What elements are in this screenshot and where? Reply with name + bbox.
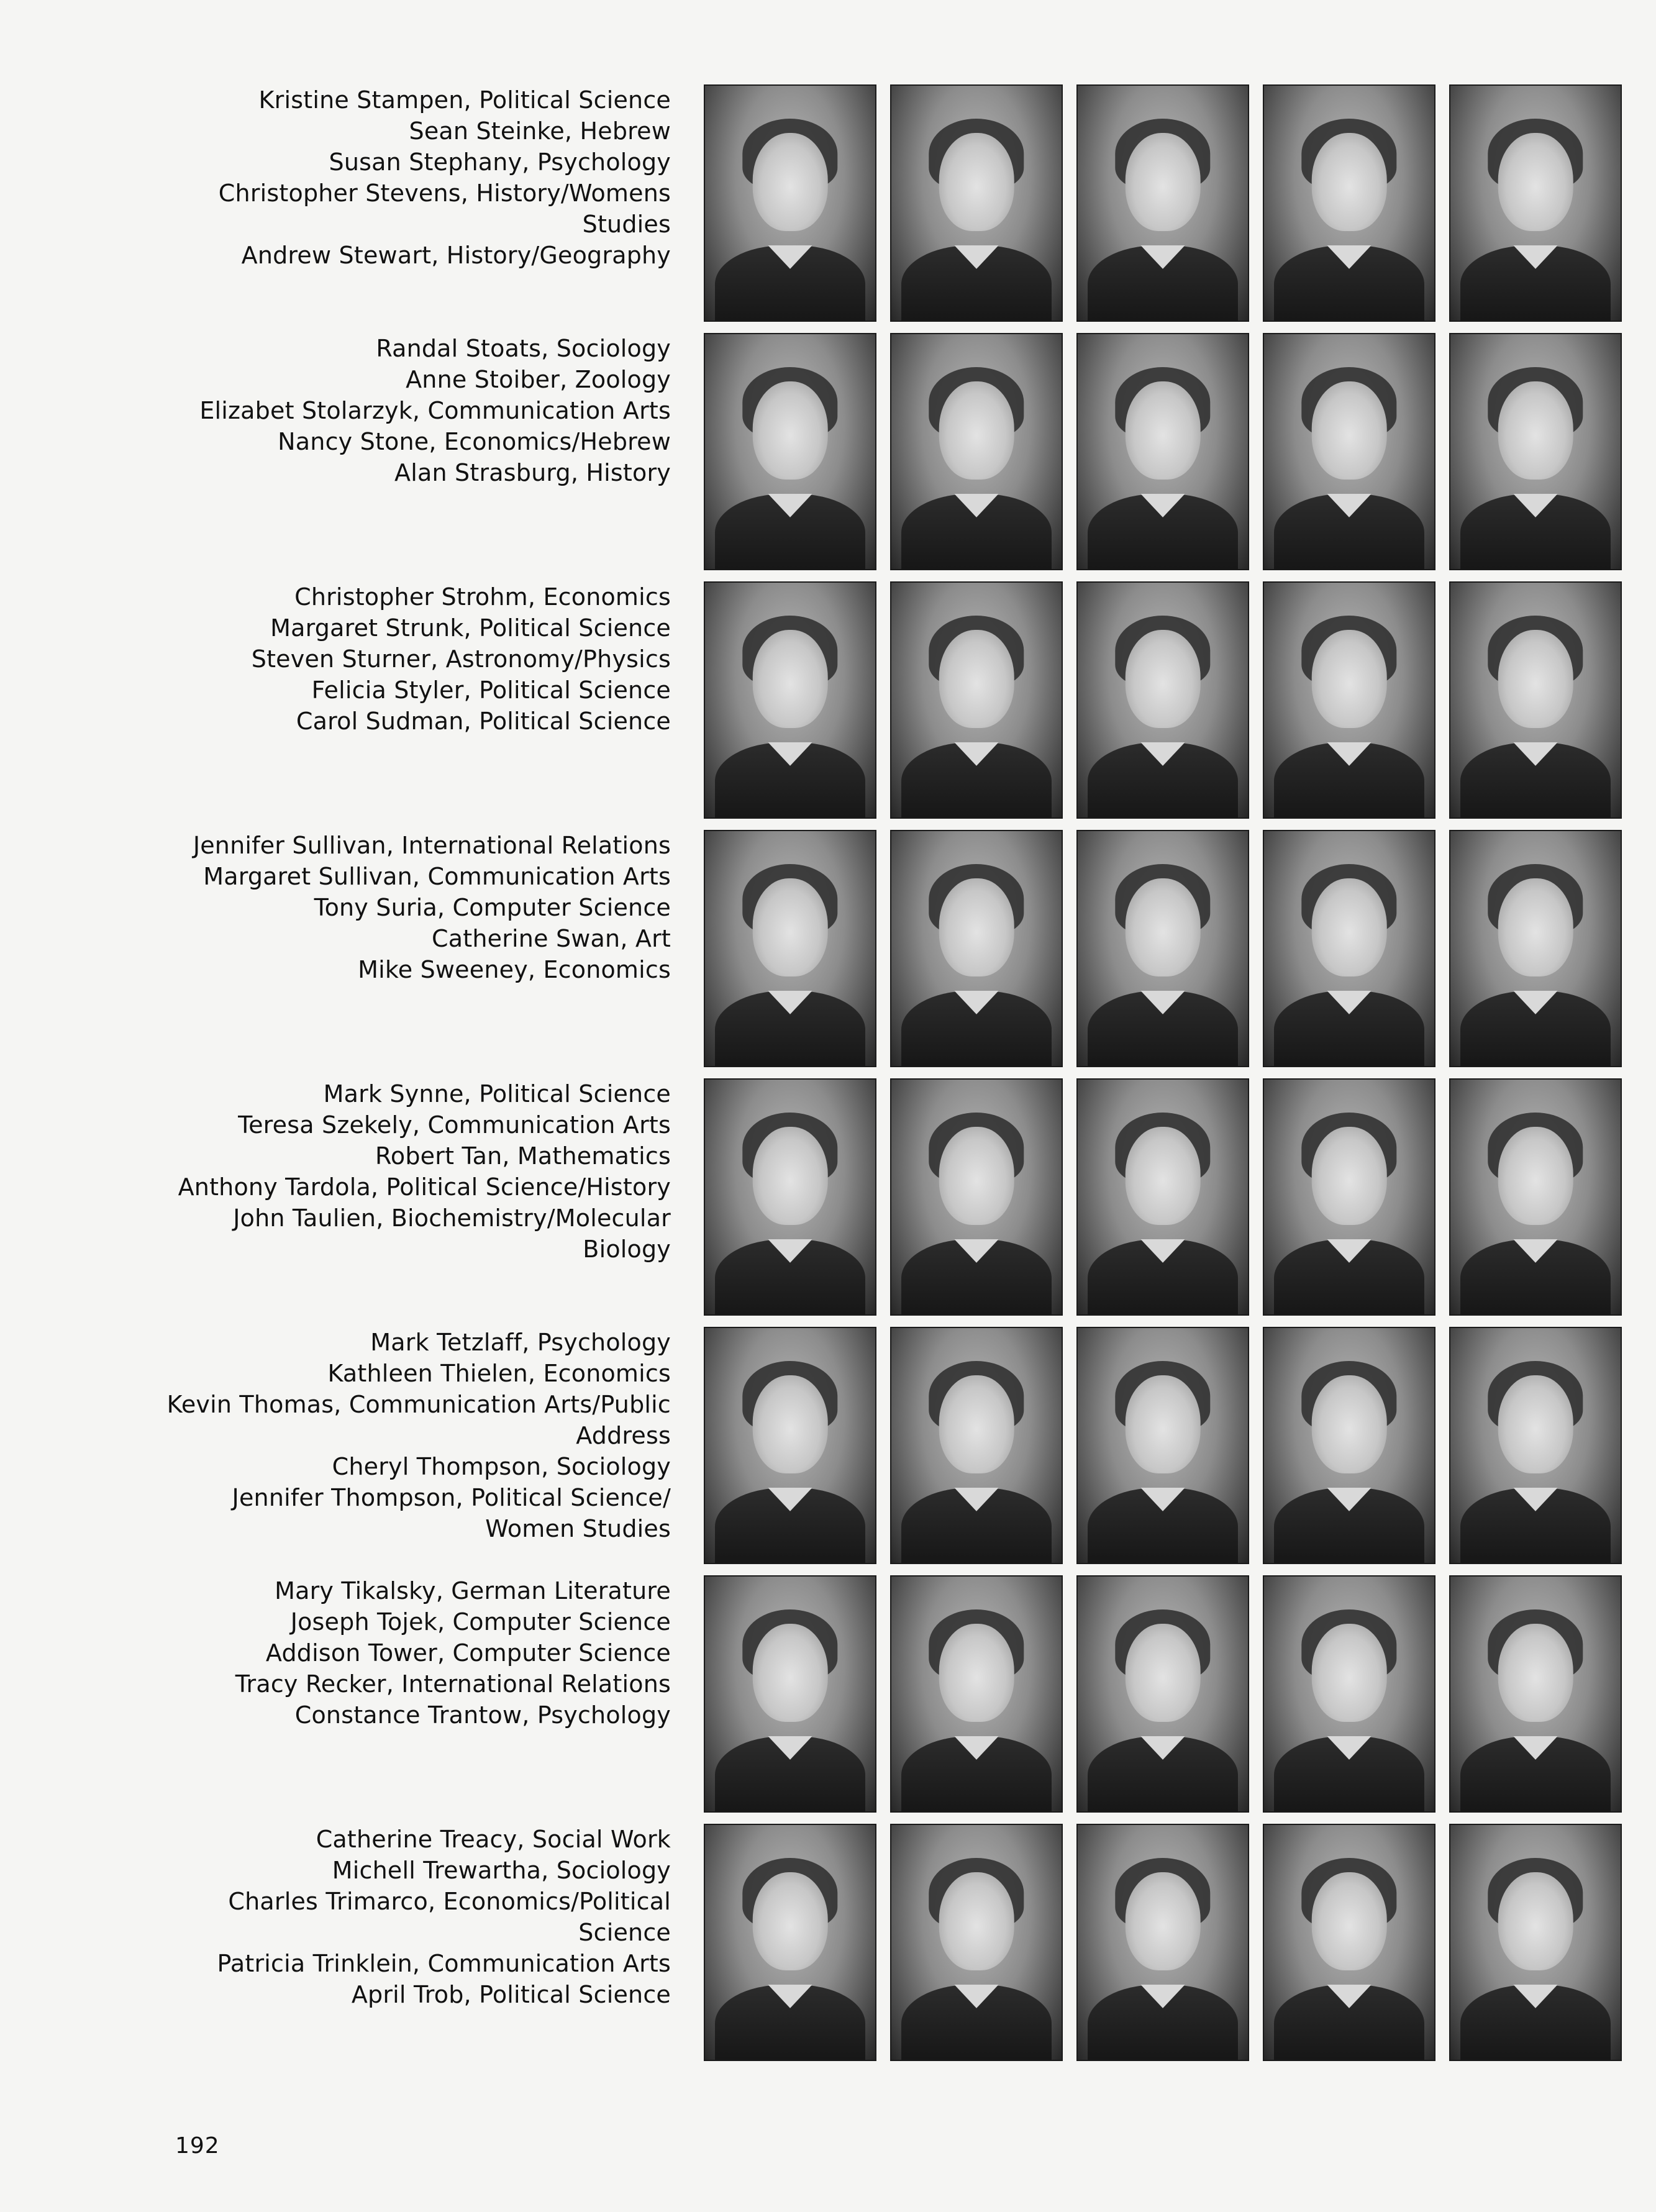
student-portrait	[1449, 1327, 1622, 1564]
student-portrait	[704, 1078, 876, 1316]
caption-line: Tracy Recker, International Relations	[235, 1670, 671, 1698]
row-captions	[124, 1078, 671, 1265]
student-portrait	[704, 333, 876, 570]
student-portrait	[704, 1327, 876, 1564]
student-portrait	[1076, 830, 1249, 1067]
student-portrait	[1449, 1824, 1622, 2061]
caption-line: Mike Sweeney, Economics	[358, 956, 671, 983]
student-row	[0, 1824, 1656, 2064]
student-portrait	[1263, 1824, 1435, 2061]
caption-line: Susan Stephany, Psychology	[329, 148, 671, 176]
caption-line: Kristine Stampen, Political Science	[258, 86, 671, 114]
student-row	[0, 333, 1656, 573]
row-photos	[704, 333, 1617, 573]
caption-line: Carol Sudman, Political Science	[296, 708, 671, 735]
student-row	[0, 1327, 1656, 1567]
student-portrait	[890, 1824, 1063, 2061]
student-row	[0, 1575, 1656, 1815]
row-photos	[704, 1078, 1617, 1318]
caption-line: Sean Steinke, Hebrew	[409, 117, 671, 145]
student-portrait	[1449, 333, 1622, 570]
caption-line: Anthony Tardola, Political Science/History	[178, 1173, 671, 1201]
row-captions	[124, 1824, 671, 2010]
student-portrait	[890, 581, 1063, 819]
student-portrait	[704, 84, 876, 322]
caption-line: Kathleen Thielen, Economics	[327, 1360, 671, 1387]
caption-line: Charles Trimarco, Economics/Political	[228, 1888, 671, 1915]
student-portrait	[1263, 1078, 1435, 1316]
student-portrait	[1449, 581, 1622, 819]
caption-line: Michell Trewartha, Sociology	[332, 1857, 671, 1884]
student-portrait	[1263, 1575, 1435, 1813]
caption-line: Address	[576, 1422, 671, 1449]
student-portrait	[890, 1078, 1063, 1316]
caption-line: Addison Tower, Computer Science	[265, 1639, 671, 1667]
student-portrait	[1449, 1575, 1622, 1813]
caption-line: Margaret Strunk, Political Science	[270, 614, 671, 642]
caption-line: Patricia Trinklein, Communication Arts	[217, 1950, 671, 1977]
student-portrait	[704, 581, 876, 819]
caption-line: Christopher Strohm, Economics	[294, 583, 671, 611]
row-captions	[124, 581, 671, 737]
student-portrait	[1076, 1078, 1249, 1316]
caption-line: April Trob, Political Science	[351, 1981, 671, 2008]
student-row	[0, 1078, 1656, 1318]
caption-line: Robert Tan, Mathematics	[375, 1142, 671, 1170]
student-portrait	[1076, 581, 1249, 819]
student-portrait	[890, 830, 1063, 1067]
row-photos	[704, 1824, 1617, 2064]
student-row	[0, 830, 1656, 1070]
student-portrait	[890, 333, 1063, 570]
student-row	[0, 84, 1656, 324]
student-portrait	[1263, 830, 1435, 1067]
caption-line: Felicia Styler, Political Science	[311, 676, 671, 704]
row-photos	[704, 581, 1617, 821]
row-captions	[124, 84, 671, 271]
page-number: 192	[175, 2133, 220, 2159]
row-photos	[704, 1575, 1617, 1815]
caption-line: Elizabet Stolarzyk, Communication Arts	[199, 397, 671, 424]
row-captions	[124, 830, 671, 985]
caption-line: Alan Strasburg, History	[394, 459, 671, 486]
student-portrait	[890, 84, 1063, 322]
student-portrait	[1076, 1824, 1249, 2061]
student-portrait	[1263, 1327, 1435, 1564]
row-captions	[124, 1327, 671, 1544]
caption-line: Constance Trantow, Psychology	[294, 1701, 671, 1729]
caption-line: Randal Stoats, Sociology	[376, 335, 671, 362]
row-captions	[124, 333, 671, 488]
student-portrait	[1076, 1575, 1249, 1813]
caption-line: Women Studies	[485, 1515, 671, 1542]
student-portrait	[1263, 333, 1435, 570]
caption-line: Cheryl Thompson, Sociology	[332, 1453, 671, 1480]
caption-line: Kevin Thomas, Communication Arts/Public	[166, 1391, 671, 1418]
student-portrait	[1076, 1327, 1249, 1564]
row-captions	[124, 1575, 671, 1731]
caption-line: Margaret Sullivan, Communication Arts	[203, 863, 671, 890]
caption-line: Catherine Swan, Art	[432, 925, 671, 952]
caption-line: John Taulien, Biochemistry/Molecular	[233, 1204, 671, 1232]
student-portrait	[890, 1327, 1063, 1564]
row-photos	[704, 84, 1617, 324]
student-portrait	[1263, 84, 1435, 322]
student-portrait	[1263, 581, 1435, 819]
caption-line: Science	[578, 1919, 671, 1946]
student-portrait	[1449, 830, 1622, 1067]
caption-line: Mark Synne, Political Science	[323, 1080, 671, 1108]
caption-line: Studies	[582, 211, 671, 238]
caption-line: Steven Sturner, Astronomy/Physics	[251, 645, 671, 673]
caption-line: Teresa Szekely, Communication Arts	[238, 1111, 671, 1139]
caption-line: Biology	[583, 1236, 671, 1263]
student-portrait	[704, 1824, 876, 2061]
student-portrait	[704, 1575, 876, 1813]
caption-line: Christopher Stevens, History/Womens	[218, 180, 671, 207]
student-portrait	[704, 830, 876, 1067]
caption-line: Catherine Treacy, Social Work	[316, 1826, 671, 1853]
caption-line: Anne Stoiber, Zoology	[406, 366, 671, 393]
caption-line: Andrew Stewart, History/Geography	[241, 242, 671, 269]
caption-line: Nancy Stone, Economics/Hebrew	[278, 428, 671, 455]
student-portrait	[890, 1575, 1063, 1813]
row-photos	[704, 830, 1617, 1070]
caption-line: Mark Tetzlaff, Psychology	[370, 1329, 671, 1356]
row-photos	[704, 1327, 1617, 1567]
caption-line: Jennifer Sullivan, International Relations	[193, 832, 671, 859]
student-portrait	[1449, 84, 1622, 322]
caption-line: Jennifer Thompson, Political Science/	[232, 1484, 671, 1511]
student-portrait	[1076, 333, 1249, 570]
caption-line: Tony Suria, Computer Science	[314, 894, 671, 921]
student-portrait	[1076, 84, 1249, 322]
caption-line: Mary Tikalsky, German Literature	[275, 1577, 671, 1604]
student-row	[0, 581, 1656, 821]
student-portrait	[1449, 1078, 1622, 1316]
caption-line: Joseph Tojek, Computer Science	[290, 1608, 671, 1636]
